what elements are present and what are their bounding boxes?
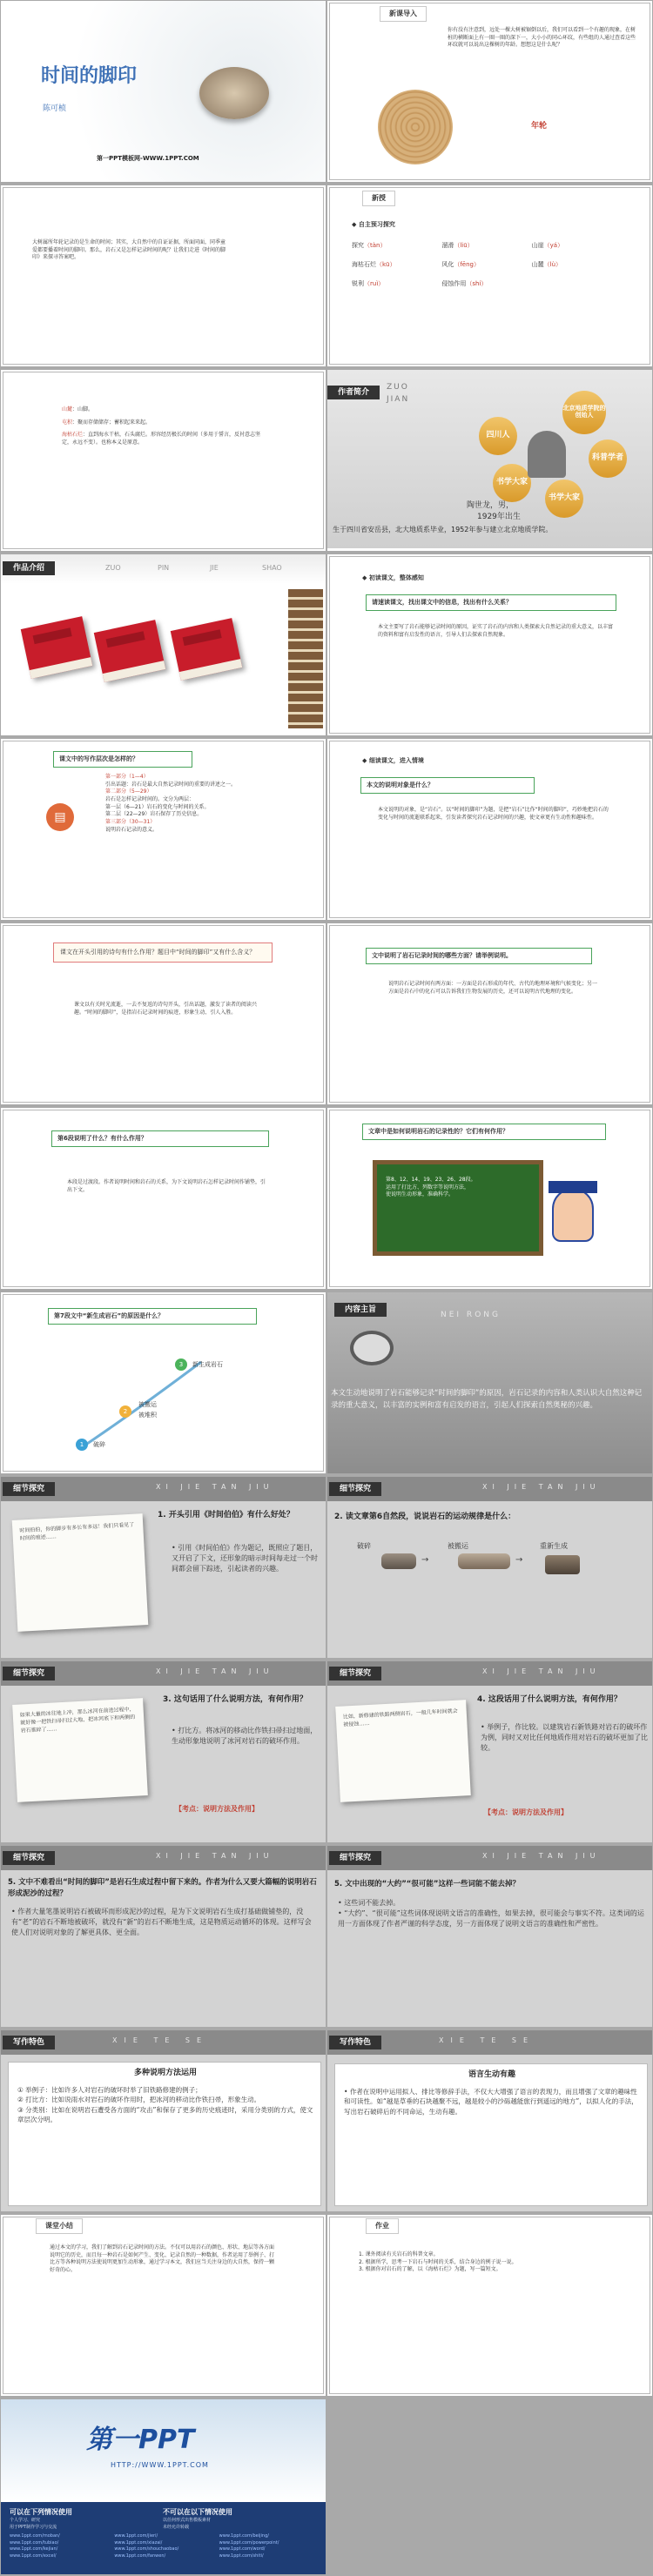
word-grid: [352, 241, 622, 288]
word-item: 锐利（ruì）: [352, 280, 385, 287]
question-box: 本文的说明对象是什么？: [360, 777, 535, 794]
meaning-list: [62, 406, 262, 447]
section-pinyin: XIE TE SE: [112, 2036, 209, 2044]
document-icon: ▤: [46, 803, 74, 831]
section-label: 作者简介: [327, 386, 380, 399]
book-image: [171, 618, 242, 681]
slide-opening-quote: [1, 923, 326, 1104]
link[interactable]: www.1ppt.com/jieri/: [114, 2533, 158, 2539]
homework-list: 1. 课外阅读有关岩石的科普文章。 2. 根据所学，思考一下岩石与时间的关系，结合身边的例子说一说。 3. 根据你对岩石的了解，以《海枯石烂》为题，写一篇短文。: [359, 2251, 517, 2273]
pinyin: SHAO: [262, 564, 282, 572]
answer: • 举例子，作比较。以建筑岩石新铁路对岩石的破坏作为例，同时又对比任何地质作用对岩石的破坏更加了比较。: [481, 1723, 648, 1752]
question-box: 文中说明了岩石记录时间的哪些方面？请举例说明。: [366, 948, 592, 964]
book-image: [94, 620, 165, 682]
meaning-item: 山麓：山脚。: [62, 406, 94, 413]
slide-works: [1, 554, 326, 735]
board-text: 第8、12、14、19、23、26、28段。 运用了打比方、列数字等说明方法， 使说明生动形象，准确科学。: [386, 1177, 476, 1198]
meaning-item: 屯积：聚而存储储存；蓄积起来来起。: [62, 419, 151, 426]
book-stack: [288, 589, 323, 728]
section-pinyin: ZUO JIAN: [387, 383, 410, 404]
section-label: 细节探究: [329, 1482, 381, 1496]
col2-desc: 以任何形式出售模板素材 未经允许转载: [163, 2518, 212, 2530]
feature-heading: 多种说明方法运用: [133, 2069, 197, 2077]
feature-card: [8, 2062, 321, 2206]
question: 2. 读文章第6自然段，说说岩石的运动规律是什么：: [334, 1513, 516, 1521]
slide-author: [327, 370, 652, 551]
rock-image: [381, 1553, 416, 1569]
sub-heading-text: 自主预习探究: [358, 221, 395, 228]
empty-cell: [327, 2399, 652, 2574]
feature-card: [334, 2063, 648, 2206]
tag: 课堂小结: [36, 2218, 83, 2234]
slide-first-reading: [327, 554, 652, 735]
slide-homework: [327, 2215, 652, 2396]
slide-detail-2: [327, 1477, 652, 1658]
section-label: 细节探究: [329, 1851, 381, 1865]
author-photo: [528, 431, 566, 478]
meaning-item: 海枯石烂：直到海水干枯，石头腐烂。形容经历极长的时间（多用于誓言，反衬意志坚定，永远不变）。也称本义是原意。: [62, 432, 261, 446]
slide-close-reading: [327, 739, 652, 920]
nianlun-label: 年轮: [531, 122, 548, 131]
word-item: 侵蚀作用（shí）: [441, 280, 488, 287]
title: 时间的脚印: [41, 65, 138, 87]
question-box: 请速读课文，找出课文中的信息，找出有什么关系？: [366, 594, 616, 611]
word-item: 探究（tàn）: [352, 242, 387, 249]
section-pinyin: XI JIE TAN JIU: [482, 1483, 601, 1491]
link[interactable]: www.1ppt.com/beijing/: [219, 2533, 269, 2539]
tag: 作业: [366, 2218, 399, 2234]
slide-transition: [1, 1108, 326, 1289]
author-line: 陶世龙，男，: [467, 501, 515, 510]
arrow-icon: →: [421, 1555, 429, 1565]
quote-paper: 时间伯伯，你的脚步有多长有多远！我们只看见了时间的痕迹……: [12, 1513, 148, 1632]
link-grid: [10, 2533, 319, 2559]
step-label: 破碎: [357, 1542, 371, 1550]
col2-title: 不可以在以下情况使用: [163, 2508, 232, 2516]
answer-text: 本文主要写了岩石能够记录时间的原因，证实了岩石的内容和人类探索大自然记录的重大意义，以丰富的资料和富有启发性的语言，引导人们去探索自然现象。: [378, 624, 614, 638]
pocket-watch-image: [350, 1331, 394, 1365]
word-item: 山崖（yá）: [531, 242, 564, 249]
section-label: 细节探究: [3, 1667, 55, 1680]
step-label: 被搬运: [138, 1401, 157, 1408]
link[interactable]: www.1ppt.com/powerpoint/: [219, 2539, 279, 2546]
tag-line: ◆ 初读课文，整体感知: [362, 574, 424, 581]
intro-text: 你有没有注意到，远处一棵大树被锯倒以后，我们可以看到一个有趣的现象，在树桩的横断面上有一圈一圈的深下一，大小小的同心环纹，有些组的人通过查看这些环纹就可以说出这棵树的年龄。想想这是什么呢？: [448, 27, 636, 49]
question: 4. 这段话用了什么说明方法，有何作用？: [477, 1695, 622, 1704]
slide-template-info: [1, 2399, 326, 2574]
section-pinyin: XI JIE TAN JIU: [156, 1483, 274, 1491]
tag: 新课导入: [380, 6, 427, 22]
link[interactable]: www.1ppt.com/word/: [219, 2546, 266, 2552]
answer-text: 本段是过渡段。作者说明时间和岩石的关系，为下文说明岩石怎样记录时间作铺垫，引出下文。: [67, 1179, 266, 1193]
site-url[interactable]: 第一PPT模板网-WWW.1PPT.COM: [97, 155, 199, 162]
feature-heading: 语言生动有趣: [468, 2070, 515, 2079]
section-label: 内容主旨: [334, 1303, 387, 1317]
book-image: [21, 616, 92, 679]
bubble: 四川人: [479, 417, 517, 455]
slide-main-idea: [327, 1292, 652, 1473]
word-item: 山麓（lù）: [531, 261, 562, 268]
slide-new-lesson: [327, 185, 652, 366]
section-label: 细节探究: [329, 1667, 381, 1680]
step-number: 2: [119, 1405, 131, 1418]
slide-summary: [1, 2215, 326, 2396]
question: 1. 开头引用《时间伯伯》有什么好处？: [158, 1511, 294, 1519]
slide-detail-6: [327, 1846, 652, 2027]
slide-rock-cycle: [1, 1292, 326, 1473]
tag-text: 细读课文，进入情境: [368, 757, 424, 764]
step-label: 被搬运: [448, 1542, 468, 1550]
feature-text: • 作者在说明中运用拟人、排比等修辞手法，不仅大大增强了语言的表现力，而且增强了文章的趣味性和可读性。如“越是草垂的石块越聚不远，越是较小的沙砾越能旅行到遥远的地方”，以拟人化的手法，写出岩石破碎后的不同命运，生动有趣。: [344, 2088, 638, 2116]
author: 陈可桢: [43, 104, 67, 113]
answer-list: • 这些词不能去掉。 • “大约”、“很可能”这些词体现说明文语言的准确性，如果去掉，很可能会与事实不符。这类词的运用一方面体现了作者严谨的科学态度，另一方面体现了说明文语言的准确性和严密性。: [338, 1899, 644, 1928]
tag-text: 初读课文，整体感知: [368, 574, 424, 581]
section-pinyin: XI JIE TAN JIU: [482, 1852, 601, 1860]
exam-note: 【考点：说明方法及作用】: [175, 1805, 259, 1813]
slide-writing-features: [1, 2030, 326, 2211]
bubble: 北京地质学院的创始人: [562, 391, 606, 434]
answer-text: 说明岩石记录时间有两方面：一方面是岩石形成的年代、古代的地理环境和气候变化；另一方面是岩石中的化石可以告诉我们生物发展的历史，还可以说明古代地理的变化。: [388, 981, 598, 995]
quote-paper: 比如，新修建的铁路两侧岩石，一般几年时间就会被侵蚀……: [335, 1700, 471, 1802]
section-label: 细节探究: [3, 1851, 55, 1865]
slide-detail-3: [1, 1661, 326, 1842]
word-item: 海枯石烂（kū）: [352, 261, 396, 268]
tag: 新授: [362, 191, 395, 206]
logo-url[interactable]: HTTP://WWW.1PPT.COM: [111, 2461, 209, 2469]
structure-list: 第一部分（1—4） 引出话题：岩石是最大自然记录时间的重要的讲述之一。 第二部分（5—29） 岩石是怎样记录时间的。文分为两层： 第一层（6—21）岩石的变化与时间的关系。 第二层（22—29）岩石保存了历史信息。 第三部分（30—31） 说明岩石记录的意义。: [105, 774, 237, 833]
section-label: 写作特色: [329, 2036, 381, 2049]
answer-text: 本文说明的对象，是“岩石”。以“时间的脚印”为题，是把“岩石”比作“时间的脚印”，巧妙地把岩石的变化与时间的流逝联系起来，引发读者探究岩石记录时间的兴趣，使文章更有生动性和趣味性。: [378, 807, 609, 821]
slide-detail-4: [327, 1661, 652, 1842]
main-idea-text: 本文生动地说明了岩石能够记录“时间的脚印”的原因，岩石记录的内容和人类认识大自然这种记录的重大意义，以丰富的实例和富有启发的语言，引起人们探索自然奥秘的兴趣。: [331, 1389, 643, 1410]
word-item: 溜滑（liū）: [441, 242, 474, 249]
section-label: 作品介绍: [3, 561, 55, 575]
rock-image: [545, 1555, 580, 1574]
info-panel: [1, 2502, 326, 2574]
col1-desc: 个人学习、研究 用于PPT制作学习与交流: [10, 2518, 57, 2530]
step-number: 1: [76, 1439, 88, 1451]
question-box: 文章中是如何说明岩石的记录性的？它们有何作用？: [362, 1124, 606, 1140]
link[interactable]: www.1ppt.com/shiti/: [219, 2553, 264, 2559]
quote-paper: 如果大量的冰往地上冲，那么冰河在前进过程中，就好像一把铁扫帚扫过大地，把冰河底下和两侧的岩石推碎了……: [12, 1698, 148, 1802]
answer: • 打比方。将冰河的移动比作铁扫帚扫过地面，生动形象地说明了冰河对岩石的破坏作用。: [172, 1727, 318, 1745]
lead-in-text: 大树属所年轮记录的是生命的时间；其实，大自然中的自证证据，所面同面，同季童爱都要播着时间的脚印。那么，岩石又是怎样记录时间的呢？让我们走进《时间的脚印》来探寻答案吧。: [32, 239, 226, 261]
step-label: 被堆积: [138, 1412, 157, 1419]
step-number: 3: [175, 1358, 187, 1371]
section-pinyin: XI JIE TAN JIU: [156, 1852, 274, 1860]
tree-ring-image: [378, 90, 453, 164]
section-label: 细节探究: [3, 1482, 55, 1496]
link[interactable]: www.1ppt.com/tubiao/: [10, 2539, 59, 2546]
question: 3. 这句话用了什么说明方法，有何作用？: [163, 1695, 307, 1704]
slide-detail-5: [1, 1846, 326, 2027]
exam-note: 【考点：说明方法及作用】: [484, 1808, 568, 1816]
logo: 第一PPT: [86, 2425, 195, 2455]
answer-text: 课文以有关时光流逝，一去不复返的诗句开头，引出话题，激发了读者的阅读兴趣。“时间的脚印”，是指岩石记录时间的痕迹，形象生动、引人入胜。: [74, 1002, 258, 1016]
question: 5. 文中不难看出“时间的脚印”是岩石生成过程中留下来的。作者为什么又要大篇幅的说明岩石形成泥沙的过程？: [8, 1878, 317, 1898]
answer: • 作者大量笔墨说明岩石被破坏而形成泥沙的过程，是为下文说明岩石生成打基础做铺垫的，没有“老”的岩石不断地被破坏，就没有“新”的岩石不断地生成，这是物质运动循环的体现。这样写会使人们对说明对象的了解更具体、更全面。: [11, 1908, 312, 1936]
bubble: 书学大家: [545, 480, 583, 518]
slide-detail-1: [1, 1477, 326, 1658]
link[interactable]: www.1ppt.com/fanwen/: [114, 2553, 166, 2559]
slide-title: [1, 1, 326, 182]
arrow-icon: →: [515, 1555, 523, 1565]
slide-blackboard: [327, 1108, 652, 1289]
summary-text: 通过本文的学习，我们了解到岩石记录时间的方法。不仅可以用岩石的颜色、形状、地层等各方面说明它的历史，而且每一种岩石是如何产生、变化、记录自然的一种数据，作者运用了举例子、打比方等各种说明方法使说明更加生动形象，通过学习本文，我们应当关注身边的大自然，保持一颗好奇的心。: [50, 2244, 275, 2274]
link[interactable]: www.1ppt.com/shouchaobao/: [114, 2546, 179, 2552]
slide-word-meanings: [1, 370, 326, 551]
section-pinyin: NEI RONG: [441, 1311, 501, 1319]
col1-title: 可以在下列情况使用: [10, 2508, 72, 2516]
answer: • 引用《时间伯伯》作为题记，既照应了题目，又开启了下文，还形象的暗示时间每走过一个时间都会留下踪迹，引起读者的兴趣。: [172, 1544, 318, 1573]
pinyin: JIE: [210, 564, 219, 572]
step-label: 破碎: [93, 1441, 105, 1448]
slide-intro: [327, 1, 652, 182]
slide-language: [327, 2030, 652, 2211]
slide-structure: [1, 739, 326, 920]
question: 5. 文中出现的“大约”“很可能”这样一些词能不能去掉？: [334, 1880, 520, 1888]
step-label: 重新生成: [540, 1542, 568, 1550]
question-box: 课文中的写作层次是怎样的？: [53, 751, 192, 768]
slide-record-aspects: [327, 923, 652, 1104]
word-item: 风化（fēng）: [441, 261, 480, 268]
question-box: 课文在开头引用的诗句有什么作用？题目中“时间的脚印”又有什么含义？: [53, 943, 273, 963]
link[interactable]: www.1ppt.com/kejian/: [10, 2546, 58, 2552]
sub-heading: ◆ 自主预习探究: [352, 221, 395, 228]
pinyin: PIN: [158, 564, 170, 572]
rock-image: [458, 1553, 510, 1569]
teacher-figure: [552, 1188, 594, 1242]
link[interactable]: www.1ppt.com/moban/: [10, 2533, 60, 2539]
question-box: 第6段说明了什么？有什么作用？: [51, 1130, 269, 1147]
question-box: 第7段文中“新生成岩石”的原因是什么？: [48, 1308, 257, 1325]
feature-list: ① 举例子：比如许多人对岩石的破坏时举了旧铁路修建的例子； ② 打比方：比如说雨水对岩石的破坏作用时，把冰河的移动比作铁扫帚，形象生动。 ③ 分类别：比如在说明岩石遭受各方面的“攻击”和保存了更多的历史痕迹时，采用分类别的方式，使文章层次分明。: [17, 2086, 313, 2123]
link[interactable]: www.1ppt.com/excel/: [10, 2553, 57, 2559]
blackboard: [373, 1160, 543, 1256]
step-label: 新生成岩石: [192, 1361, 223, 1368]
author-bio: 生于四川省安岳县，北大地质系毕业，1952年参与建立北京地质学院。: [333, 526, 553, 533]
section-label: 写作特色: [3, 2036, 55, 2049]
slide-lead-in: [1, 185, 326, 366]
tag-line: ◆ 细读课文，进入情境: [362, 757, 424, 764]
section-pinyin: XI JIE TAN JIU: [482, 1667, 601, 1675]
section-pinyin: XI JIE TAN JIU: [156, 1667, 274, 1675]
section-pinyin: XIE TE SE: [439, 2036, 535, 2044]
bubble: 书学大家: [493, 464, 531, 502]
link[interactable]: www.1ppt.com/xiazai/: [114, 2539, 163, 2546]
author-line: 1929年出生: [477, 513, 521, 521]
teacher-hat: [549, 1181, 597, 1193]
pinyin: ZUO: [105, 564, 121, 572]
stone-image: [199, 67, 269, 119]
bubble: 科普学者: [589, 439, 627, 478]
